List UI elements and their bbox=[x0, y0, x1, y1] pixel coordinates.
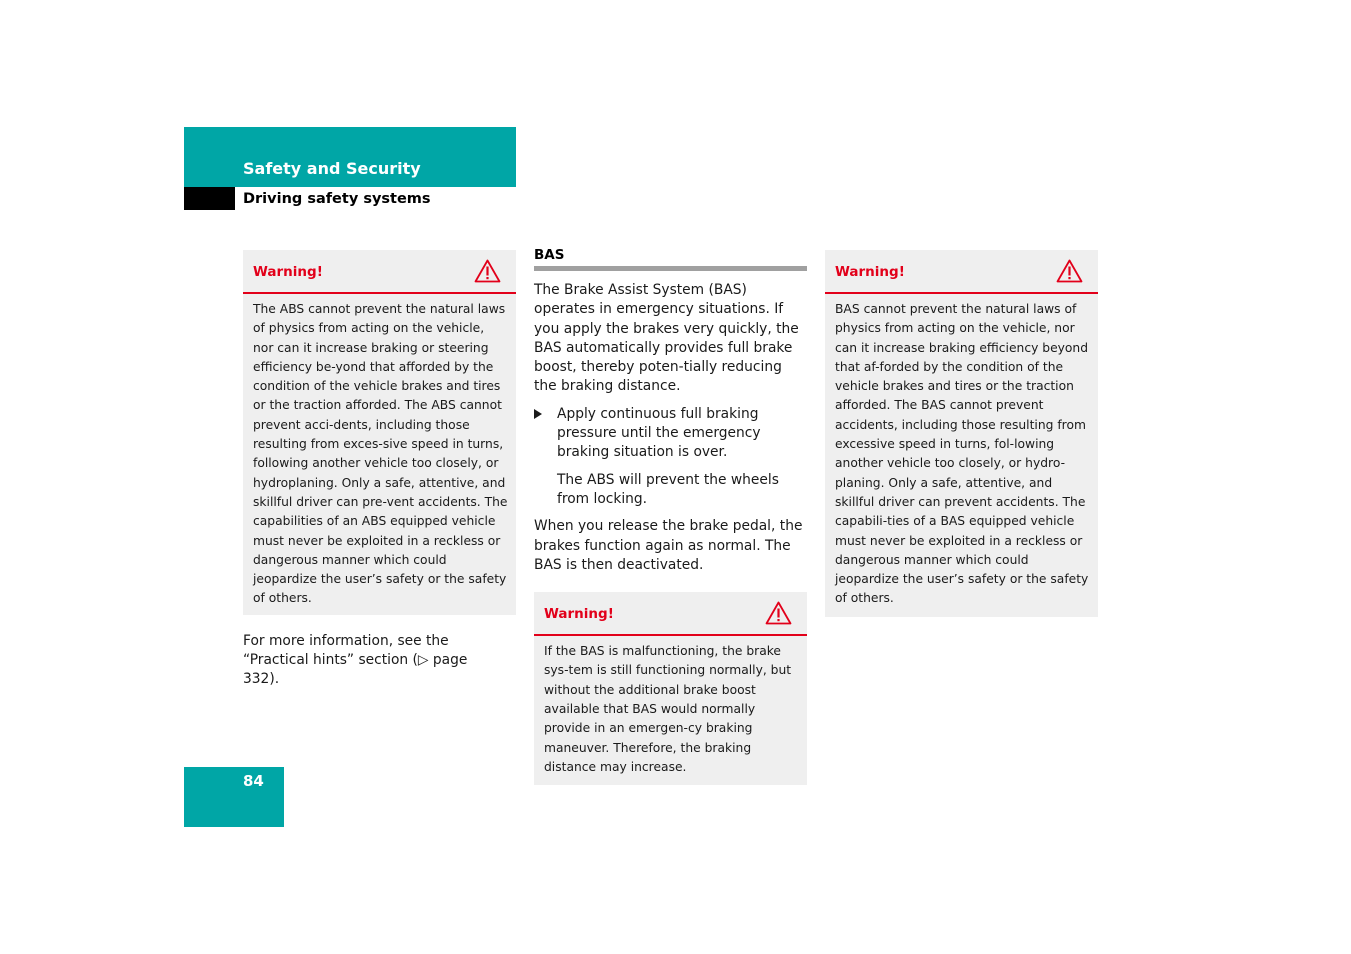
column-1 bbox=[243, 250, 516, 690]
bas-warning-box bbox=[825, 250, 1098, 617]
subsection-title: Driving safety systems bbox=[243, 191, 431, 207]
heading-rule bbox=[534, 266, 807, 271]
header-band bbox=[184, 127, 516, 187]
warning-text: The ABS cannot prevent the natural laws of physics from acting on the vehicle, nor can it increase braking or steering efficiency be-yond that afforded by the condition of the vehicle brakes and tires or the traction afforded. The ABS cannot prevent acci-dents, including those resulting from exces-sive speed in turns, following another vehicle too closely, or hydroplaning. Only a safe, attentive, and skillful driver can pre-vent accidents. The capabilities of an ABS equipped vehicle must never be exploited in a reckless or dangerous manner which could jeopardize the user’s safety or the safety of others. bbox=[253, 302, 508, 606]
abs-warning-box bbox=[243, 250, 516, 615]
column-3 bbox=[825, 250, 1098, 617]
bullet-arrow-icon bbox=[534, 409, 542, 419]
warning-header bbox=[534, 592, 807, 636]
bas-intro-text: The Brake Assist System (BAS) operates in emergency situations. If you apply the brakes very quickly, the BAS automatically provides full brake boost, thereby poten-tially reducing the braking distance. bbox=[534, 282, 799, 395]
warning-header bbox=[825, 250, 1098, 294]
instruction-bullet bbox=[534, 405, 807, 509]
bas-heading: BAS bbox=[534, 247, 565, 263]
warning-label: Warning! bbox=[835, 264, 905, 280]
warning-triangle-icon bbox=[1056, 259, 1083, 283]
page-number: 84 bbox=[243, 772, 264, 790]
more-info-text: For more information, see the “Practical hints” section (▷ page 332). bbox=[243, 632, 468, 688]
bullet-text: Apply continuous full braking pressure until the emergency braking situation is over. bbox=[557, 405, 761, 461]
page-number-band bbox=[184, 767, 284, 827]
warning-header bbox=[243, 250, 516, 294]
column-2 bbox=[534, 246, 807, 785]
warning-label: Warning! bbox=[544, 606, 614, 623]
bas-malfunction-warning-box bbox=[534, 592, 807, 785]
section-title: Safety and Security bbox=[243, 159, 421, 178]
warning-triangle-icon bbox=[765, 601, 792, 625]
bullet-note-text: The ABS will prevent the wheels from locking. bbox=[557, 471, 779, 507]
warning-text: BAS cannot prevent the natural laws of physics from acting on the vehicle, nor can it increase braking efficiency beyond that af-forded by the condition of the vehicle brakes and tires or the traction afforded. The BAS cannot prevent accidents, including those resulting from excessive speed in turns, fol-lowing another vehicle too closely, or hydro-planing. Only a safe, attentive, and skillful driver can prevent accidents. The capabili-ties of a BAS equipped vehicle must never be exploited in a reckless or dangerous manner which could jeopardize the user’s safety or the safety of others. bbox=[835, 302, 1089, 606]
release-text: When you release the brake pedal, the brakes function again as normal. The BAS is then deactivated. bbox=[534, 518, 803, 573]
warning-text: If the BAS is malfunctioning, the brake sys-tem is still functioning normally, but without the additional brake boost available that BAS would normally provide in an emergen-cy braking maneuver. Therefore, the braking distance may increase. bbox=[544, 644, 792, 774]
warning-label: Warning! bbox=[253, 264, 323, 280]
header-marker-tab bbox=[184, 187, 235, 210]
warning-triangle-icon bbox=[474, 259, 501, 283]
